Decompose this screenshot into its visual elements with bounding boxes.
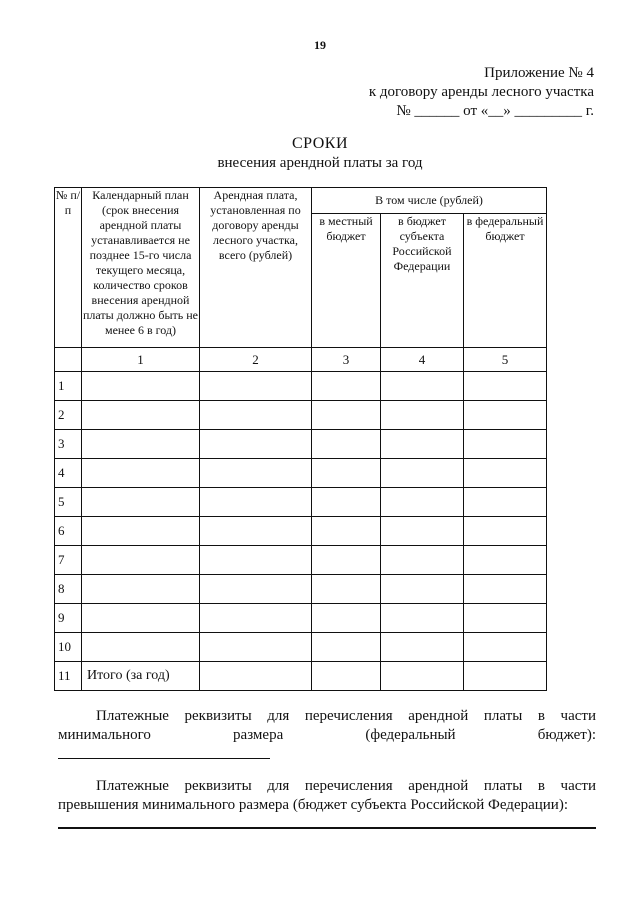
cell-rent[interactable] xyxy=(200,401,312,430)
cell-calendar[interactable] xyxy=(82,575,200,604)
cell-calendar[interactable] xyxy=(82,546,200,575)
payment-details-excess xyxy=(58,777,596,815)
cell-rent[interactable] xyxy=(200,488,312,517)
cell-subject[interactable] xyxy=(381,401,464,430)
cell-federal[interactable] xyxy=(464,372,547,401)
column-number: 4 xyxy=(381,348,464,372)
total-row-number: 11 xyxy=(55,662,82,691)
cell-rent[interactable] xyxy=(200,604,312,633)
table-row xyxy=(55,517,547,546)
column-number-row xyxy=(55,348,547,372)
cell-subject[interactable] xyxy=(381,459,464,488)
cell-federal[interactable] xyxy=(464,488,547,517)
row-number: 7 xyxy=(55,546,82,575)
document-title: СРОКИ xyxy=(291,135,349,152)
cell-rent[interactable] xyxy=(200,546,312,575)
appendix-line-1: Приложение № 4 xyxy=(484,65,594,81)
cell-local[interactable] xyxy=(312,488,381,517)
column-number: 5 xyxy=(464,348,547,372)
payment-excess-blank-line[interactable] xyxy=(58,827,596,829)
cell-federal[interactable] xyxy=(464,575,547,604)
cell-subject[interactable] xyxy=(381,517,464,546)
cell-local[interactable] xyxy=(312,546,381,575)
column-number: 3 xyxy=(312,348,381,372)
cell-local[interactable] xyxy=(312,517,381,546)
document-subtitle: внесения арендной платы за год xyxy=(217,155,423,171)
row-number: 5 xyxy=(55,488,82,517)
table-row xyxy=(55,459,547,488)
cell-subject[interactable] xyxy=(381,372,464,401)
cell-federal[interactable] xyxy=(464,546,547,575)
cell-calendar[interactable] xyxy=(82,372,200,401)
appendix-line-2: к договору аренды лесного участка xyxy=(368,84,594,100)
payment-schedule-table xyxy=(54,187,547,691)
cell-federal[interactable] xyxy=(464,517,547,546)
header-federal-budget: в федеральный бюджет xyxy=(464,214,547,348)
cell-local-total[interactable] xyxy=(312,662,381,691)
payment-excess-line-1: Платежные реквизиты для перечисления арендной платы в части xyxy=(96,778,596,794)
table-row xyxy=(55,372,547,401)
row-number: 1 xyxy=(55,372,82,401)
payment-details-minimum xyxy=(58,707,596,745)
cell-rent[interactable] xyxy=(200,633,312,662)
appendix-header xyxy=(369,64,594,121)
cell-calendar[interactable] xyxy=(82,517,200,546)
cell-calendar[interactable] xyxy=(82,488,200,517)
header-num: № п/п xyxy=(55,188,82,348)
cell-local[interactable] xyxy=(312,633,381,662)
cell-local[interactable] xyxy=(312,604,381,633)
page-number: 19 xyxy=(314,38,326,52)
row-number: 10 xyxy=(55,633,82,662)
header-calendar-plan: Календарный план (срок внесения арендной платы устанавливается не позднее 15-го числа текущего месяца, количество сроков внесения арендной платы должно быть не менее 6 в год) xyxy=(82,188,200,348)
row-number: 9 xyxy=(55,604,82,633)
table-row xyxy=(55,546,547,575)
document-title-block xyxy=(0,135,640,172)
cell-subject[interactable] xyxy=(381,546,464,575)
column-number: 2 xyxy=(200,348,312,372)
cell-local[interactable] xyxy=(312,575,381,604)
cell-calendar[interactable] xyxy=(82,604,200,633)
cell-federal[interactable] xyxy=(464,459,547,488)
cell-federal[interactable] xyxy=(464,401,547,430)
cell-subject[interactable] xyxy=(381,633,464,662)
header-local-budget: в местный бюджет xyxy=(312,214,381,348)
table-row xyxy=(55,604,547,633)
cell-calendar[interactable] xyxy=(82,459,200,488)
cell-subject[interactable] xyxy=(381,488,464,517)
cell-subject[interactable] xyxy=(381,604,464,633)
cell-local[interactable] xyxy=(312,401,381,430)
row-number: 6 xyxy=(55,517,82,546)
payment-min-line-2: минимального размера (федеральный бюджет): xyxy=(58,727,596,743)
row-number: 4 xyxy=(55,459,82,488)
cell-rent[interactable] xyxy=(200,575,312,604)
column-number: 1 xyxy=(82,348,200,372)
cell-calendar[interactable] xyxy=(82,430,200,459)
cell-local[interactable] xyxy=(312,372,381,401)
payment-excess-line-2: превышения минимального размера (бюджет субъекта Российской Федерации): xyxy=(58,797,568,813)
cell-rent[interactable] xyxy=(200,459,312,488)
table-row xyxy=(55,401,547,430)
cell-federal[interactable] xyxy=(464,633,547,662)
header-subject-budget: в бюджет субъекта Российской Федерации xyxy=(381,214,464,348)
cell-subject-total[interactable] xyxy=(381,662,464,691)
payment-min-blank-line[interactable] xyxy=(58,758,270,759)
row-number: 3 xyxy=(55,430,82,459)
table-row xyxy=(55,633,547,662)
header-including: В том числе (рублей) xyxy=(312,188,547,214)
header-rent-total: Арендная плата, установленная по договору аренды лесного участка, всего (рублей) xyxy=(200,188,312,348)
cell-federal-total[interactable] xyxy=(464,662,547,691)
row-number: 2 xyxy=(55,401,82,430)
appendix-line-3: № ______ от «__» _________ г. xyxy=(396,103,594,119)
table-row xyxy=(55,488,547,517)
total-label: Итого (за год) xyxy=(82,662,200,691)
cell-subject[interactable] xyxy=(381,575,464,604)
cell-local[interactable] xyxy=(312,459,381,488)
cell-rent[interactable] xyxy=(200,430,312,459)
cell-rent-total[interactable] xyxy=(200,662,312,691)
table-row xyxy=(55,430,547,459)
cell-calendar[interactable] xyxy=(82,633,200,662)
payment-min-line-1: Платежные реквизиты для перечисления арендной платы в части xyxy=(96,708,596,724)
cell-rent[interactable] xyxy=(200,372,312,401)
cell-subject[interactable] xyxy=(381,430,464,459)
cell-calendar[interactable] xyxy=(82,401,200,430)
cell-rent[interactable] xyxy=(200,517,312,546)
row-number: 8 xyxy=(55,575,82,604)
cell-local[interactable] xyxy=(312,430,381,459)
total-row xyxy=(55,662,547,691)
cell-federal[interactable] xyxy=(464,604,547,633)
cell-federal[interactable] xyxy=(464,430,547,459)
column-number-empty xyxy=(55,348,82,372)
table-row xyxy=(55,575,547,604)
